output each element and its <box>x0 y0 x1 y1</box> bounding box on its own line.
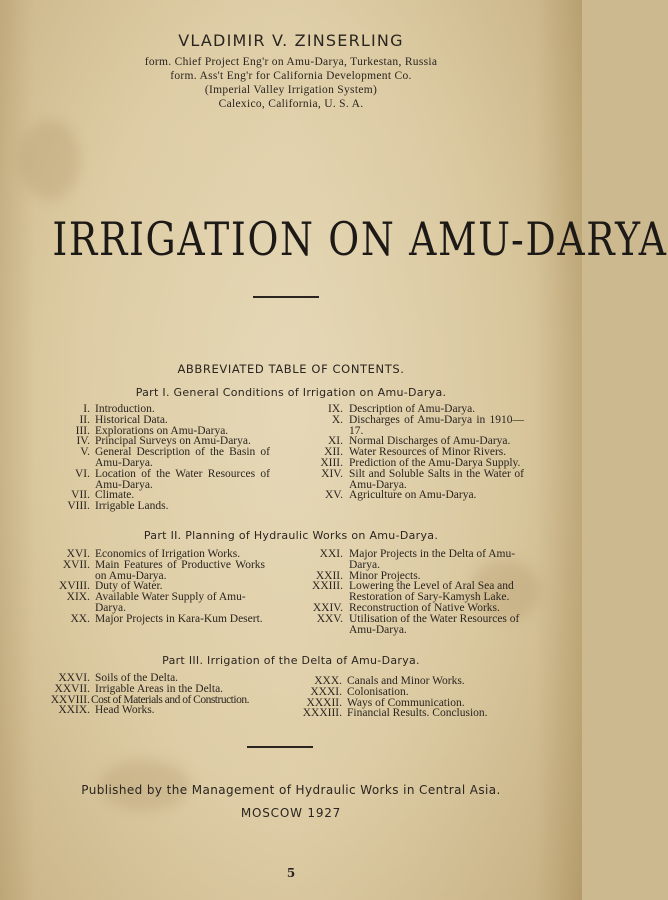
contents-column-left <box>50 404 275 512</box>
credential-line: (Imperial Valley Irrigation System) <box>204 84 378 96</box>
credential-line: form. Chief Project Eng'r on Amu-Darya, Turkestan, Russia <box>144 56 438 68</box>
contents-entry: IV. Principal Surveys on Amu-Darya. <box>76 435 251 448</box>
contents-entry: III. Explorations on Amu-Darya. <box>75 424 229 437</box>
contents-entry: XII. Water Resources of Minor Rivers. <box>324 446 507 459</box>
contents-entry: XXXII. Ways of Communication. <box>306 696 465 709</box>
author-name: VLADIMIR V. ZINSERLING <box>178 31 404 50</box>
part-heading: Part II. Planning of Hydraulic Works on Amu-Darya. <box>143 529 439 542</box>
contents-entry: VII. Climate. <box>71 489 135 502</box>
contents-entry: X. Discharges of Amu-Darya in 1910—17. <box>331 413 524 437</box>
contents-entry: XXXIII. Financial Results. Conclusion. <box>302 707 488 720</box>
book-title: IRRIGATION ON AMU-DARYA <box>52 212 668 266</box>
page-number: 5 <box>286 866 296 880</box>
contents-entry: XXV. Utilisation of the Water Resources of Amu-Darya. <box>316 612 520 636</box>
contents-entry: XXVIII. Cost of Materials and of Construction. <box>50 693 249 706</box>
contents-entry: XXVII. Irrigable Areas in the Delta. <box>54 682 224 695</box>
part-heading: Part I. General Conditions of Irrigation on Amu-Darya. <box>135 386 447 399</box>
credential-line: form. Ass't Eng'r for California Development Co. <box>170 70 412 82</box>
contents-entry: XI. Normal Discharges of Amu-Darya. <box>327 435 511 448</box>
contents-column-right <box>296 676 522 719</box>
footer-divider <box>247 746 313 748</box>
contents-heading: ABBREVIATED TABLE OF CONTENTS. <box>177 362 405 376</box>
contents-entry: II. Historical Data. <box>79 413 168 426</box>
contents-entry: XIX. Available Water Supply of Amu-Darya. <box>66 591 246 614</box>
contents-entry: VIII. Irrigable Lands. <box>67 500 169 513</box>
contents-entry: V. General Description of the Basin of Amu-Darya. <box>80 446 270 469</box>
contents-entry: I. Introduction. <box>83 403 155 415</box>
part-heading: Part III. Irrigation of the Delta of Amu-Darya. <box>162 654 420 667</box>
contents-entry: XIV. Silt and Soluble Salts in the Water of Amu-Darya. <box>321 467 524 491</box>
contents-entry: XXIII. Lowering the Level of Aral Sea and Restoration of Sary-Kamysh Lake. <box>312 580 514 604</box>
contents-entry: XX. Major Projects in Kara-Kum Desert. <box>70 612 263 625</box>
contents-column-left <box>32 673 325 716</box>
contents-column-right <box>305 404 524 501</box>
contents-entry: XXII. Minor Projects. <box>315 569 421 582</box>
contents-entry: XXI. Major Projects in the Delta of Amu-Darya. <box>319 548 516 571</box>
contents-column-right <box>305 549 524 635</box>
contents-entry: XIII. Prediction of the Amu-Darya Supply. <box>320 456 521 469</box>
contents-entry: XV. Agriculture on Amu-Darya. <box>324 489 477 502</box>
title-divider <box>253 296 319 298</box>
place-year: MOSCOW 1927 <box>240 806 342 820</box>
contents-entry: XVIII. Duty of Water. <box>59 580 163 593</box>
contents-entry: XVII. Main Features of Productive Works on Amu-Darya. <box>62 558 265 582</box>
contents-entry: XXIX. Head Works. <box>58 704 155 717</box>
publisher-line: Published by the Management of Hydraulic Works in Central Asia. <box>81 783 501 797</box>
contents-entry: XXIV. Reconstruction of Native Works. <box>312 601 500 614</box>
contents-entry: XXX. Canals and Minor Works. <box>314 675 465 687</box>
credential-line: Calexico, California, U. S. A. <box>218 98 364 110</box>
contents-entry: XVI. Economics of Irrigation Works. <box>66 548 241 560</box>
contents-column-left <box>50 549 275 625</box>
contents-entry: XXXI. Colonisation. <box>310 685 409 698</box>
paper-stain <box>20 120 80 200</box>
contents-entry: VI. Location of the Water Resources of Amu-Darya. <box>74 467 270 491</box>
contents-entry: IX. Description of Amu-Darya. <box>327 403 476 415</box>
contents-entry: XXVI. Soils of the Delta. <box>58 672 179 684</box>
